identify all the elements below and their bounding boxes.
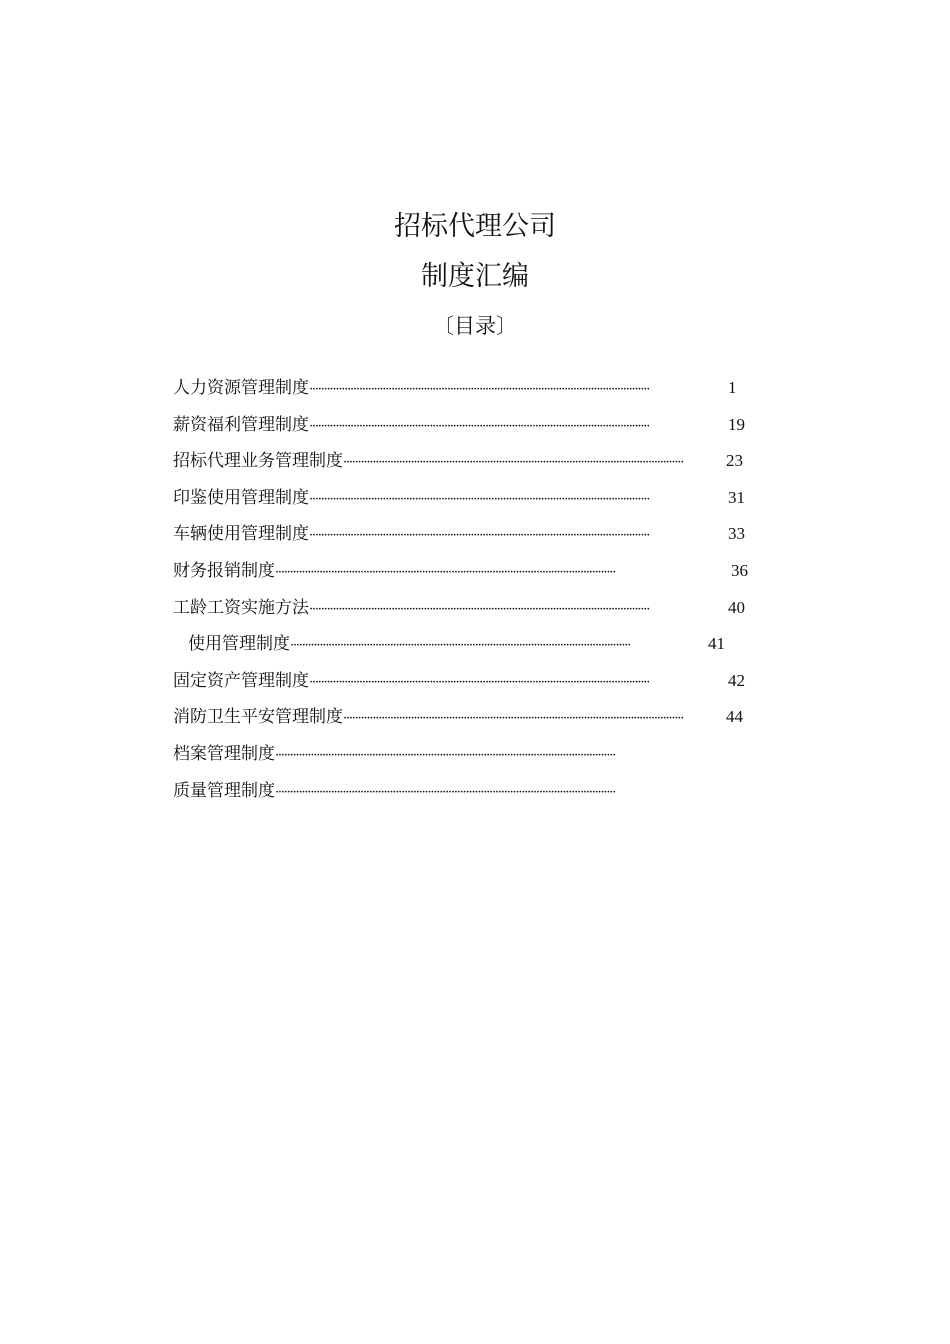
toc-entry-label: 人力资源管理制度 xyxy=(173,378,309,398)
toc-entry xyxy=(173,411,773,448)
toc-entry-label: 招标代理业务管理制度 xyxy=(173,451,343,472)
toc-entry-page: 23 xyxy=(726,451,743,471)
dot-leader: ···················································································································· xyxy=(275,747,616,763)
toc-entry-page: 19 xyxy=(728,414,745,434)
dot-leader: ···················································································································· xyxy=(309,601,650,617)
toc-entry-label: 固定资产管理制度 xyxy=(173,670,309,691)
toc-entry xyxy=(173,520,773,557)
toc-entry-label: 使用管理制度 xyxy=(188,634,290,655)
toc-entry-label: 质量管理制度 xyxy=(173,780,275,801)
toc-entry xyxy=(173,777,773,814)
dot-leader: ···················································································································· xyxy=(309,418,650,434)
dot-leader: ···················································································································· xyxy=(275,564,616,580)
dot-leader: ···················································································································· xyxy=(309,528,650,544)
document-title-second-line: 制度汇编 xyxy=(421,261,529,292)
toc-heading: 〔目录〕 xyxy=(433,314,517,338)
toc-entry-page: 40 xyxy=(728,597,745,617)
toc-entry xyxy=(173,557,773,594)
toc-entry xyxy=(173,594,773,631)
dot-leader: ···················································································································· xyxy=(343,455,684,471)
document-title: 招标代理公司 xyxy=(394,211,556,242)
toc-entry-label: 车辆使用管理制度 xyxy=(173,524,309,545)
toc-entry-label: 薪资福利管理制度 xyxy=(173,414,309,435)
toc-entry xyxy=(173,703,773,740)
toc-entry xyxy=(173,667,773,704)
dot-leader: ···················································································································· xyxy=(309,674,650,690)
toc-entry-page: 1 xyxy=(728,378,737,397)
toc-entry-label: 档案管理制度 xyxy=(173,743,275,764)
toc-entry-label: 工龄工资实施方法 xyxy=(173,597,309,618)
dot-leader: ···················································································································· xyxy=(309,382,650,397)
table-of-contents xyxy=(173,374,773,813)
toc-entry-page: 33 xyxy=(728,524,745,544)
toc-entry xyxy=(173,374,766,411)
toc-entry-page: 31 xyxy=(728,487,745,507)
dot-leader: ···················································································································· xyxy=(343,711,684,727)
toc-entry-label: 消防卫生平安管理制度 xyxy=(173,707,343,728)
toc-entry xyxy=(173,484,773,521)
toc-entry xyxy=(173,740,773,777)
toc-entry-label: 印鉴使用管理制度 xyxy=(173,487,309,508)
toc-entry-page: 36 xyxy=(731,560,748,580)
toc-entry-page: 44 xyxy=(726,707,743,727)
toc-entry xyxy=(173,447,773,484)
toc-entry xyxy=(173,630,773,667)
dot-leader: ···················································································································· xyxy=(309,491,650,507)
dot-leader: ···················································································································· xyxy=(290,638,631,654)
dot-leader: ···················································································································· xyxy=(275,784,616,800)
toc-entry-label: 财务报销制度 xyxy=(173,560,275,581)
toc-entry-page: 42 xyxy=(728,670,745,690)
toc-entry-page: 41 xyxy=(708,634,725,654)
